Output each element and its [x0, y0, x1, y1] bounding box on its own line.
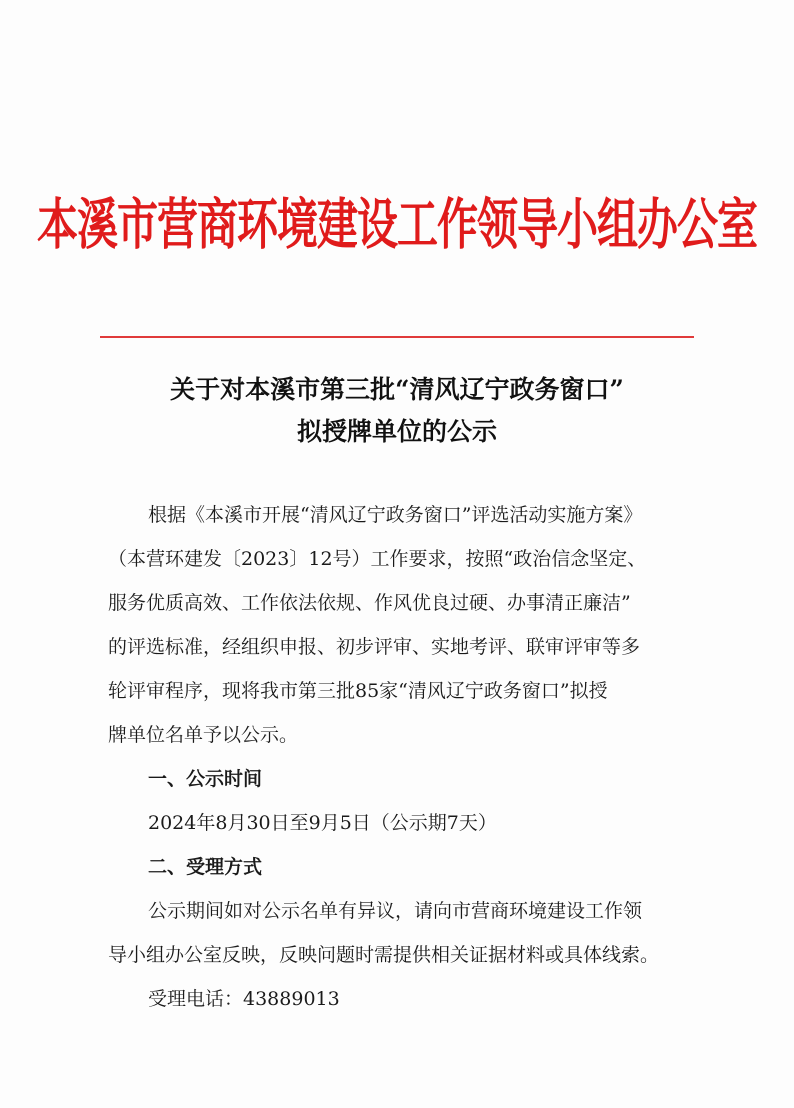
letterhead-title: 本溪市营商环境建设工作领导小组办公室: [37, 192, 757, 257]
intro-line-1: 根据《本溪市开展“清风辽宁政务窗口”评选活动实施方案》: [148, 504, 643, 526]
intro-line-3: 服务优质高效、工作依法依规、作风优良过硬、办事清正廉洁”: [108, 592, 631, 614]
section-2-line-1: 公示期间如对公示名单有异议，请向市营商环境建设工作领: [148, 900, 643, 922]
letterhead-divider: [100, 336, 694, 338]
section-2-heading: 二、受理方式: [148, 856, 263, 878]
phone-line: 受理电话：43889013: [148, 988, 340, 1010]
section-1-heading: 一、公示时间: [148, 768, 263, 790]
section-1-text: 2024年8月30日至9月5日（公示期7天）: [148, 812, 497, 834]
intro-line-4: 的评选标准，经组织申报、初步评审、实地考评、联审评审等多: [108, 636, 641, 658]
document-title-line-1: 关于对本溪市第三批“清风辽宁政务窗口”: [170, 375, 624, 404]
intro-line-2: （本营环建发〔2023〕12号）工作要求，按照“政治信念坚定、: [108, 548, 647, 570]
intro-line-5: 轮评审程序，现将我市第三批85家“清风辽宁政务窗口”拟授: [108, 680, 608, 702]
section-2-line-2: 导小组办公室反映，反映问题时需提供相关证据材料或具体线索。: [108, 944, 660, 966]
intro-line-6: 牌单位名单予以公示。: [108, 724, 299, 746]
document-title-line-2: 拟授牌单位的公示: [296, 417, 497, 446]
